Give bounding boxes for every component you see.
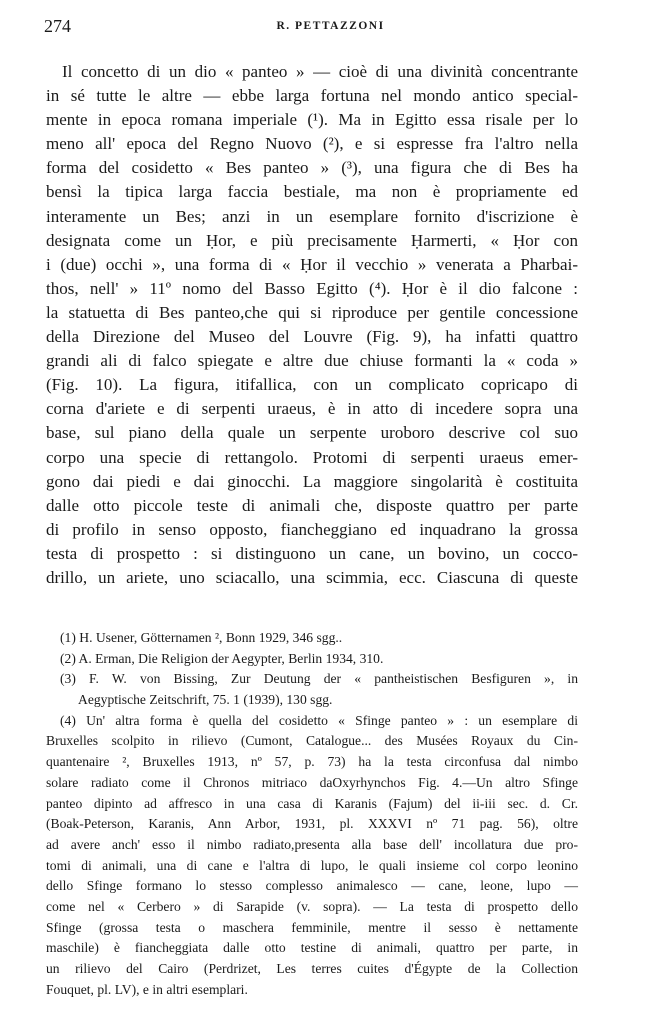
text-line: thos, nell' » 11º nomo del Basso Egitto (⁴). Ḥor è il dio falcone : <box>46 278 578 298</box>
text-line: (Fig. 10). La figura, itifallica, con un complicato copricapo di <box>46 375 578 395</box>
text-line: meno all' epoca del Regno Nuovo (²), e si espresse fra l'altro nella <box>46 134 578 154</box>
text-line: mente in epoca romana imperiale (¹). Ma in Egitto essa risale per lo <box>46 110 578 130</box>
footnote-line: (Boak-Peterson, Karanis, Ann Arbor, 1931, pl. XXXVI nº 71 pag. 56), oltre <box>46 816 578 832</box>
text-line: di profilo in senso opposto, fiancheggiano ed inquadrano la grossa <box>46 519 578 539</box>
footnote-line: Bruxelles scolpito in rilievo (Cumont, Catalogue... des Musées Royaux du Cin- <box>46 733 578 749</box>
footnote-line: maschile) è fiancheggiata dalle otto testine di animali, quattro per parte, in <box>46 940 578 956</box>
text-line: corna d'ariete e di serpenti uraeus, è in atto di incedere sopra una <box>46 399 578 419</box>
footnote-line: (4) Un' altra forma è quella del cosidetto « Sfinge panteo » : un esemplare di <box>60 712 578 728</box>
footnote-line: Fouquet, pl. LV), e in altri esemplari. <box>46 981 248 997</box>
footnote-line: come nel « Cerbero » di Sarapide (v. sopra). — La testa di prospetto dello <box>46 898 578 914</box>
main-text <box>46 60 578 590</box>
text-line: in sé tutte le altre — ebbe larga fortuna nel mondo antico special- <box>46 86 578 106</box>
footnote-line: dello Sfinge formano lo stesso complesso animalesco — cane, leone, lupo — <box>46 878 578 894</box>
running-header <box>44 16 617 40</box>
text-line: grandi ali di falco spiegate e altre due chiuse formanti la « coda » <box>46 351 578 371</box>
text-line: bensì la tipica larga faccia bestiale, ma non è propriamente ed <box>46 182 578 202</box>
text-line: i (due) occhi », una forma di « Ḥor il vecchio » venerata a Pharbai- <box>46 254 578 274</box>
text-line: gono dai piedi e dai ginocchi. La maggiore singolarità è costituita <box>46 471 578 491</box>
footnote-line: quantenaire ², Bruxelles 1913, nº 57, p. 73) ha la testa circonfusa dal nimbo <box>46 754 578 770</box>
footnote-line: un rilievo del Cairo (Perdrizet, Les terres cuites d'Égypte de la Collection <box>46 961 578 976</box>
running-head-author: R. PETTAZZONI <box>276 20 385 32</box>
text-line: dalle otto piccole teste di animali che, disposte quattro per parte <box>46 495 578 515</box>
footnote-line: (2) A. Erman, Die Religion der Aegypter, Berlin 1934, 310. <box>60 650 384 666</box>
footnote-line: (3) F. W. von Bissing, Zur Deutung der « pantheistischen Besfiguren », in <box>60 671 578 687</box>
footnote-line: solare radiato come il Chronos mitriaco daOxyrhynchos Fig. 4.—Un altro Sfinge <box>46 774 578 790</box>
text-line: corpo una specie di rettangolo. Protomi di serpenti uraeus emer- <box>46 447 578 467</box>
text-line: designata come un Ḥor, e più precisamente Ḥarmerti, « Ḥor con <box>46 230 578 250</box>
text-line: Il concetto di un dio « panteo » — cioè di una divinità concentrante <box>62 62 578 81</box>
footnote-line: tomi di animali, una di cane e l'altra di lupo, le quali insieme col corpo leonino <box>46 857 578 873</box>
text-line: forma del cosidetto « Bes panteo » (³), una figura che di Bes ha <box>46 158 578 178</box>
text-line: interamente un Bes; anzi in un esemplare fornito d'iscrizione è <box>46 206 578 226</box>
footnote-line: Sfinge (grossa testa o maschera femminile, mentre il sesso è nettamente <box>46 919 578 935</box>
footnote-line: Aegyptische Zeitschrift, 75. 1 (1939), 130 sgg. <box>78 692 333 708</box>
text-line: testa di prospetto : si distinguono un cane, un bovino, un cocco- <box>46 543 578 563</box>
text-line: drillo, un ariete, uno sciacallo, una scimmia, ecc. Ciascuna di queste <box>46 567 578 587</box>
text-line: la statuetta di Bes panteo,che qui si riproduce per gentile concessione <box>46 302 578 322</box>
footnotes <box>46 628 578 1000</box>
page-number: 274 <box>44 16 71 36</box>
footnote-line: ad avere anch' esso il nimbo radiato,presenta alla base dell' incollatura due pro- <box>46 836 578 852</box>
text-line: della Direzione del Museo del Louvre (Fig. 9), ha infatti quattro <box>46 327 578 347</box>
footnote-line: panteo dipinto ad affresco in una casa di Karanis (Fajum) del ii-iii sec. d. Cr. <box>46 795 578 811</box>
footnote-line: (1) H. Usener, Götternamen ², Bonn 1929, 346 sgg.. <box>60 630 343 645</box>
text-line: base, sul piano della quale un serpente uroboro descrive col suo <box>46 423 578 443</box>
